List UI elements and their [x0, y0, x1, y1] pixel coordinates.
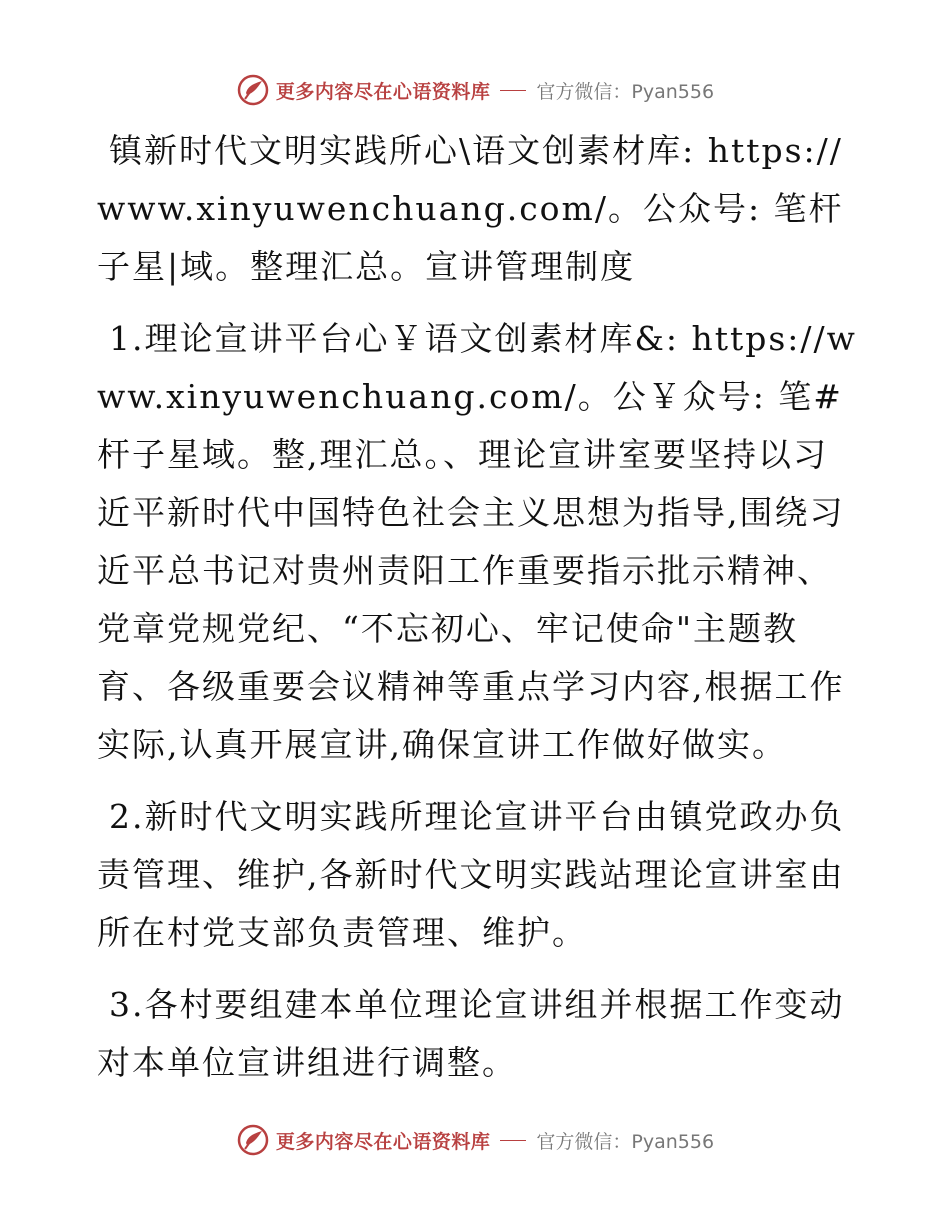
document-body	[97, 122, 857, 1092]
paragraph-text: 镇新时代文明实践所心\语文创素材库: https://www.xinyuwenchuang.com/。公众号: 笔杆子星|域。整理汇总。宣讲管理制度	[97, 131, 844, 286]
paragraph-text: 3.各村要组建本单位理论宣讲组并根据工作变动对本单位宣讲组进行调整。	[97, 985, 845, 1082]
banner-suffix-text: 官方微信：Pyan556	[536, 1130, 715, 1153]
paragraph-item-2	[97, 788, 857, 962]
banner-dash	[500, 90, 526, 91]
quill-heart-icon	[236, 73, 270, 107]
banner-prefix-text: 更多内容尽在心语资料库	[275, 1130, 491, 1153]
paragraph-text: 2.新时代文明实践所理论宣讲平台由镇党政办负责管理、维护,各新时代文明实践站理论宣讲室由所在村党支部负责管理、维护。	[97, 797, 845, 952]
paragraph-item-1	[97, 310, 857, 774]
paragraph-text: 1.理论宣讲平台心￥语文创素材库&: https://www.xinyuwenchuang.com/。公￥众号: 笔#杆子星域。整,理汇总。、理论宣讲室要坚持以习近平新时代中国特色社会主义思想为指导,围绕习近平总书记对贵州责阳工作重要指示批示精神、党章党规党纪、“不忘初心、牢记使命"主题教育、各级重要会议精神等重点学习内容,根据工作实际,认真开展宣讲,确保宣讲工作做好做实。	[97, 319, 857, 764]
paragraph-intro	[97, 122, 857, 296]
banner-dash	[500, 1140, 526, 1141]
banner-suffix-text: 官方微信：Pyan556	[536, 80, 715, 103]
footer-watermark-banner	[0, 1120, 950, 1160]
quill-heart-icon	[236, 1123, 270, 1157]
paragraph-item-3	[97, 976, 857, 1092]
header-watermark-banner	[0, 70, 950, 110]
banner-prefix-text: 更多内容尽在心语资料库	[275, 80, 491, 103]
